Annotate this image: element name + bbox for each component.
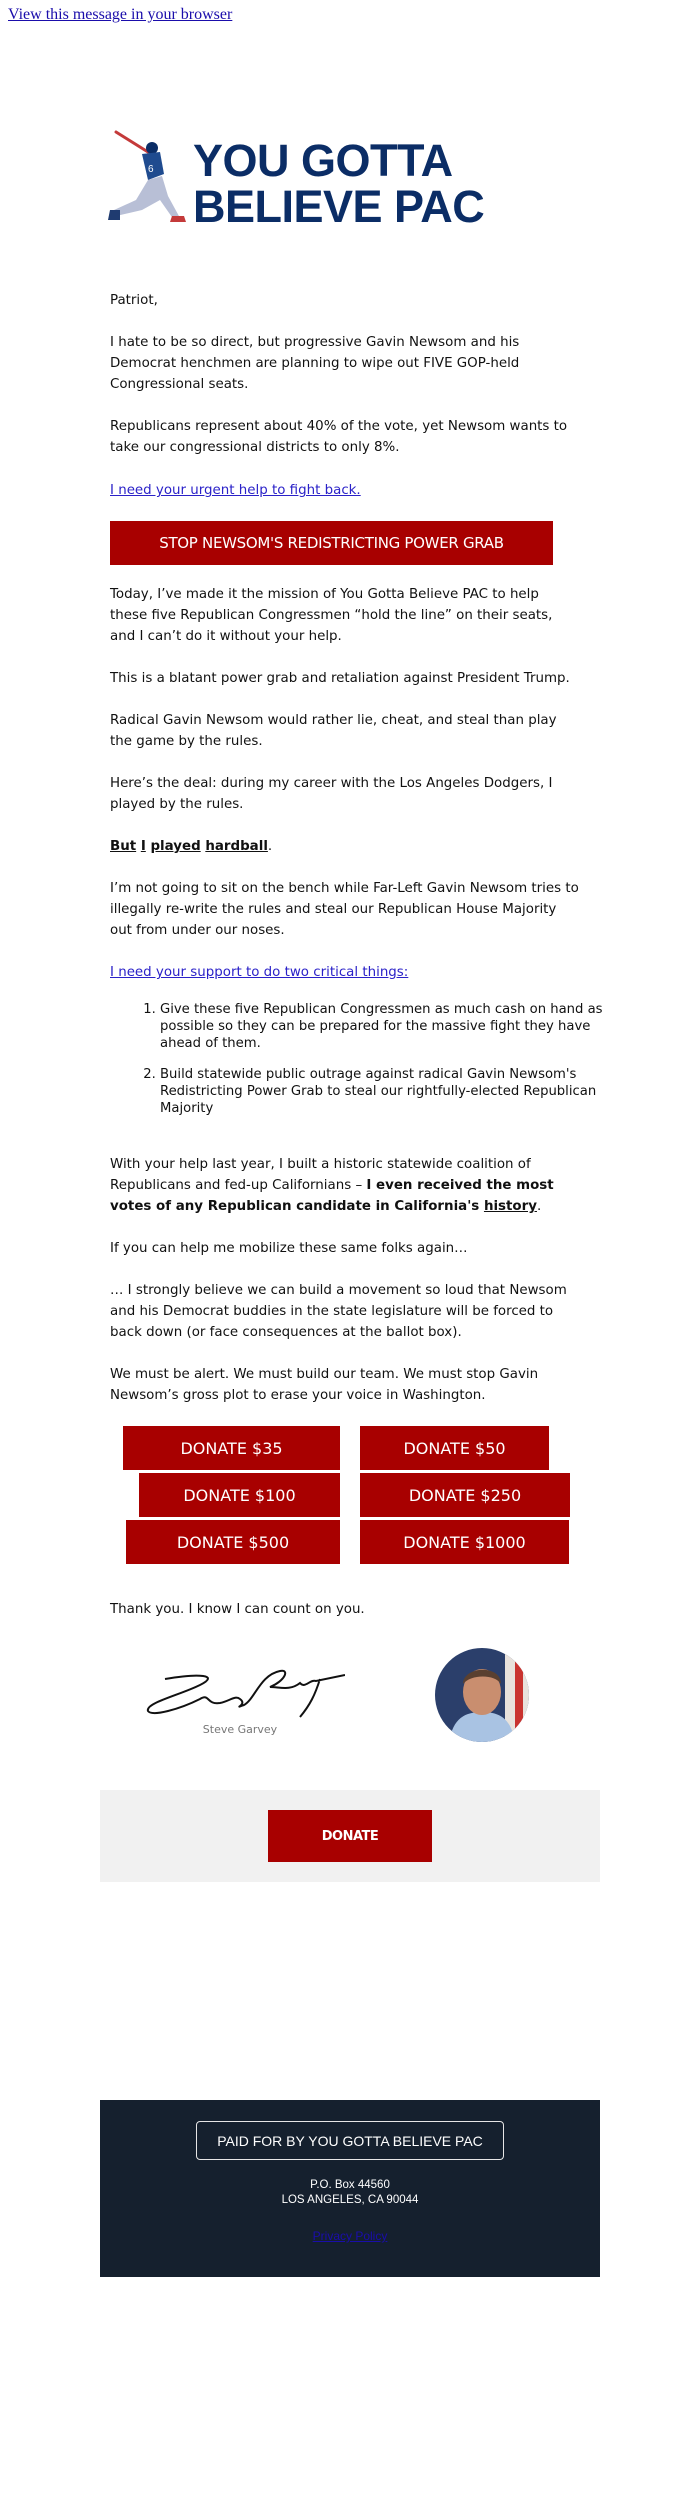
address-line-2: LOS ANGELES, CA 90044 [281, 2194, 419, 2206]
signature-name: Steve Garvey [202, 1723, 278, 1736]
privacy-policy-link[interactable]: Privacy Policy [312, 2229, 388, 2243]
signature-image [140, 1665, 345, 1721]
paragraph [110, 1154, 580, 1217]
paragraph: Here’s the deal: during my career with the Los Angeles Dodgers, I played by the rules. [110, 776, 553, 812]
paragraph: Radical Gavin Newsom would rather lie, cheat, and steal than play the game by the rules. [110, 713, 557, 749]
support-link[interactable]: I need your support to do two critical things: [110, 965, 409, 980]
svg-text:6: 6 [148, 164, 154, 175]
list-item: 1. Give these five Republican Congressmen as much cash on hand as possible so they can be prepared for the massive fight they have ahead of them. [160, 1001, 610, 1052]
paid-for-disclaimer: PAID FOR BY YOU GOTTA BELIEVE PAC [196, 2121, 504, 2160]
donate-50-button[interactable]: DONATE $50 [360, 1426, 549, 1470]
list-item: 2. Build statewide public outrage against radical Gavin Newsom's Redistricting Power Grab to steal our rightfully-elected Republican Majority [160, 1066, 610, 1117]
text-played: played [150, 839, 201, 854]
donate-section [100, 1790, 600, 1882]
donate-500-button[interactable]: DONATE $500 [126, 1520, 340, 1564]
donate-100-button[interactable]: DONATE $100 [139, 1473, 340, 1517]
paragraph: This is a blatant power grab and retaliation against President Trump. [110, 671, 570, 686]
mailing-address [100, 2178, 600, 2208]
text-hardball: hardball [205, 839, 268, 854]
text-i: I [140, 839, 146, 854]
paragraph: We must be alert. We must build our team. We must stop Gavin Newsom’s gross plot to erase your voice in Washington. [110, 1367, 539, 1403]
logo-line-2: BELIEVE PAC [193, 181, 485, 232]
address-line-1: P.O. Box 44560 [310, 2179, 390, 2191]
history-link[interactable]: history [483, 1199, 537, 1214]
paragraph: If you can help me mobilize these same folks again… [110, 1241, 468, 1256]
text-period: . [267, 839, 273, 854]
text-but: But [110, 839, 137, 854]
donate-250-button[interactable]: DONATE $250 [360, 1473, 570, 1517]
paragraph: I’m not going to sit on the bench while Far-Left Gavin Newsom tries to illegally re-write the rules and steal our Republican House Majority out from under our noses. [110, 881, 579, 938]
thanks-text: Thank you. I know I can count on you. [110, 1602, 365, 1617]
logo-text [193, 135, 485, 232]
hardball-paragraph [110, 836, 580, 857]
baseball-player-icon [106, 130, 192, 226]
steve-garvey-photo [435, 1648, 529, 1742]
greeting: Patriot, [110, 293, 158, 308]
text-period: . [536, 1199, 542, 1214]
paragraph: Republicans represent about 40% of the vote, yet Newsom wants to take our congressional districts to only 8%. [110, 419, 568, 455]
paragraph: I hate to be so direct, but progressive Gavin Newsom and his Democrat henchmen are planning to wipe out FIVE GOP-held Congressional seats. [110, 335, 520, 392]
paragraph: … I strongly believe we can build a movement so loud that Newsom and his Democrat buddies in the state legislature will be forced to back down (or face consequences at the ballot box). [110, 1283, 567, 1340]
donate-1000-button[interactable]: DONATE $1000 [360, 1520, 569, 1564]
text-plain: With your help last year, I built a historic statewide coalition of Republicans and fed-up Californians – [110, 1157, 531, 1193]
critical-things-list [110, 1001, 610, 1131]
donate-button[interactable]: DONATE [268, 1810, 432, 1862]
logo [106, 130, 486, 230]
footer [100, 2100, 600, 2277]
text-bold: I even received the most votes of any Republican candidate in California's [110, 1178, 554, 1214]
view-in-browser-link[interactable]: View this message in your browser [8, 6, 233, 23]
urgent-help-link[interactable]: I need your urgent help to fight back. [110, 483, 361, 498]
stop-power-grab-button[interactable]: STOP NEWSOM'S REDISTRICTING POWER GRAB [110, 521, 553, 565]
logo-line-1: YOU GOTTA [193, 135, 453, 186]
paragraph: Today, I’ve made it the mission of You Gotta Believe PAC to help these five Republican Congressmen “hold the line” on their seats, and I can’t do it without your help. [110, 587, 553, 644]
donate-35-button[interactable]: DONATE $35 [123, 1426, 340, 1470]
